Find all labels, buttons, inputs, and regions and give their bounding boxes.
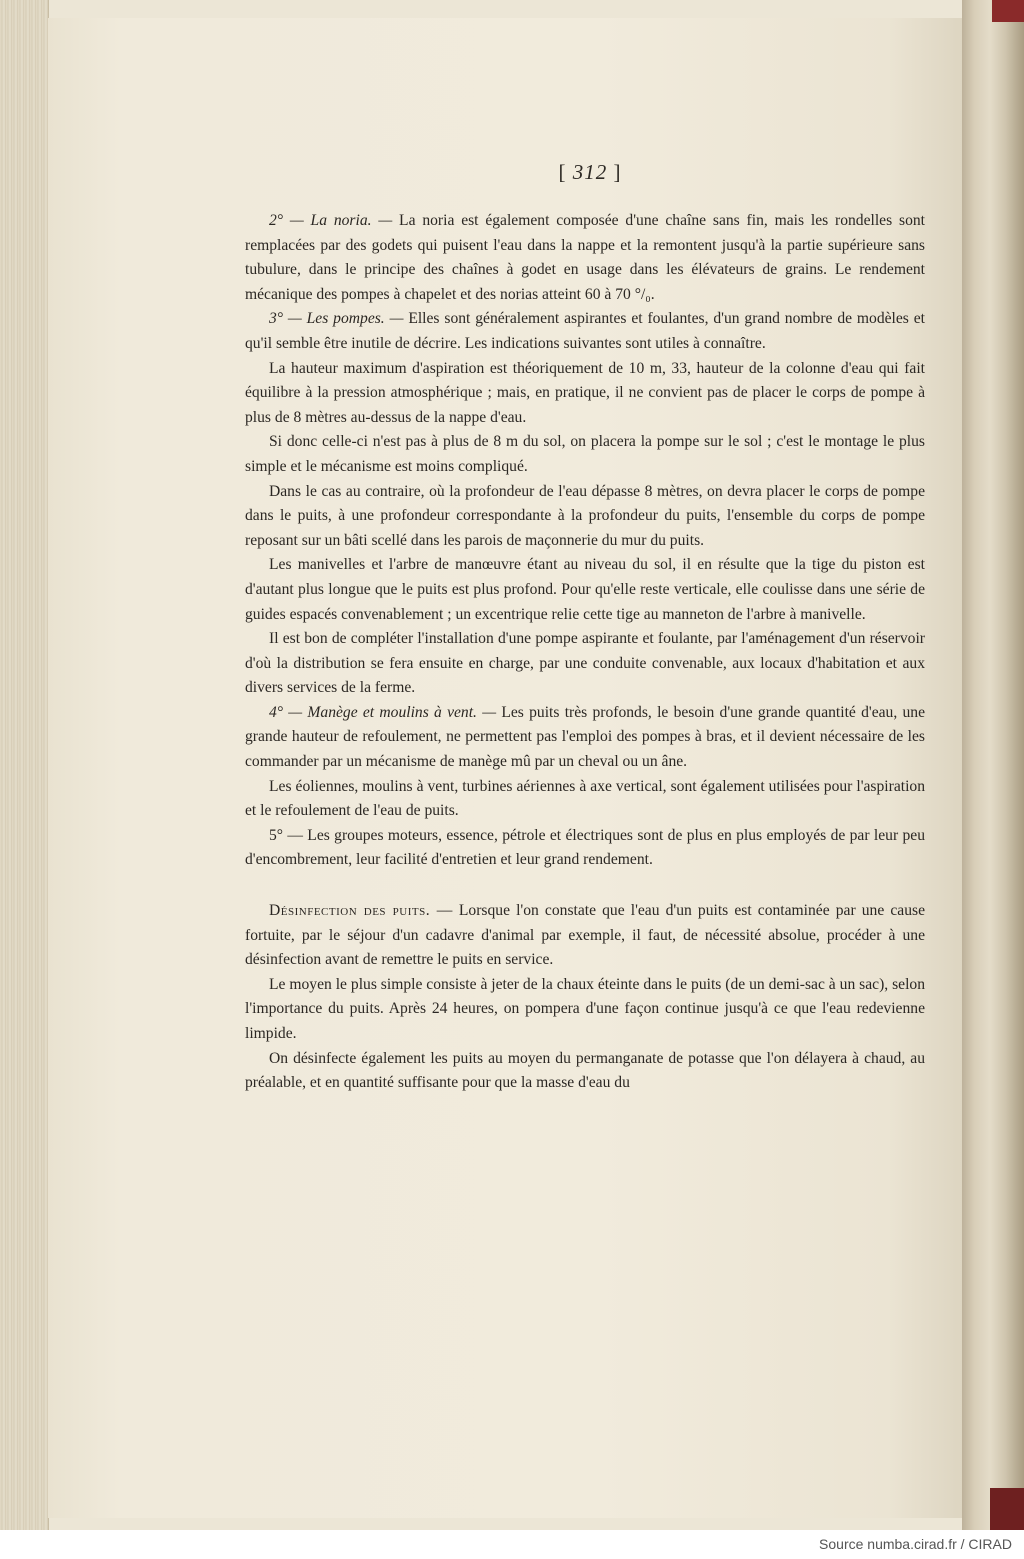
paragraph-text: Lorsque l'on constate que l'eau d'un puits est contaminée par une cause fortuite, par le séjour d'un cadavre d'animal par exemple, il faut, de nécessité absolue, procéder à une désinfection avant de remettre le puits en service. <box>245 902 925 969</box>
paragraph-text: Il est bon de compléter l'installation d'une pompe aspirante et foulante, par l'aménagement d'un réservoir d'où la distribution se fera ensuite en charge, par une conduite convenable, aux locaux d'habitation et aux divers services de la ferme. <box>245 630 925 697</box>
cover-corner-top <box>992 0 1024 22</box>
paragraph-text: Les éoliennes, moulins à vent, turbines aériennes à axe vertical, sont également utilisées pour l'aspiration et le refoulement de l'eau de puits. <box>245 777 925 820</box>
paragraph-chaux <box>245 973 925 1047</box>
paragraph-desinfection <box>245 899 925 973</box>
section-gap <box>245 873 925 899</box>
left-page-edges <box>0 0 49 1530</box>
body-text <box>245 209 925 1096</box>
paragraph-text: On désinfecte également les puits au moyen du permanganate de potasse que l'on délayera à chaud, au préalable, et en quantité suffisante pour que la masse d'eau du <box>245 1049 925 1092</box>
paragraph-hauteur <box>245 357 925 431</box>
page-number <box>0 160 1024 185</box>
paragraph-text: Les puits très profonds, le besoin d'une grande quantité d'eau, une grande hauteur de refoulement, ne permettent pas l'emploi des pompes à bras, et il devient nécessaire de les commander par un mécanisme de manège mû par un cheval ou un âne. <box>245 703 925 771</box>
paragraph-eoliennes <box>245 775 925 824</box>
cover-corner-bottom <box>990 1488 1024 1530</box>
page-number-close-bracket: ] <box>613 160 622 184</box>
section-heading: Désinfection des puits. — <box>269 902 453 920</box>
paragraph-text: Elles sont généralement aspirantes et foulantes, d'un grand nombre de modèles et qu'il semble être inutile de décrire. Les indications suivantes sont utiles à connaître. <box>245 310 925 352</box>
paragraph-pompes <box>245 307 925 356</box>
source-credit: Source numba.cirad.fr / CIRAD <box>819 1536 1012 1552</box>
paragraph-lead: 2° — La noria. — <box>269 212 393 229</box>
paragraph-sol <box>245 430 925 479</box>
book-binding <box>962 0 1024 1530</box>
paragraph-installation <box>245 627 925 701</box>
paragraph-noria <box>245 209 925 307</box>
paragraph-text: La hauteur maximum d'aspiration est théoriquement de 10 m, 33, hauteur de la colonne d'eau qui fait équilibre à la pression atmosphérique ; mais, en pratique, il ne convient pas de placer le corps de pompe à plus de 8 mètres au-dessus de la nappe d'eau. <box>245 359 925 426</box>
paragraph-text: Dans le cas au contraire, où la profondeur de l'eau dépasse 8 mètres, on devra placer le corps de pompe dans le puits, à une profondeur correspondante à la profondeur du puits, l'ensemble du corps de pompe reposant sur un bâti scellé dans les parois de maçonnerie du mur du puits. <box>245 482 925 549</box>
paragraph-text: Les manivelles et l'arbre de manœuvre étant au niveau du sol, il en résulte que la tige du piston est d'autant plus longue que le puits est plus profond. Pour qu'elle reste verticale, elle coulisse dans une série de guides espacés convenablement ; un excentrique relie cette tige au manneton de l'arbre à manivelle. <box>245 556 925 623</box>
paragraph-text: Le moyen le plus simple consiste à jeter de la chaux éteinte dans le puits (de un demi-sac à un sac), selon l'importance du puits. Après 24 heures, on pompera d'une façon continue jusqu'à ce que l'eau redevienne limpide. <box>245 975 925 1042</box>
paragraph-lead: 4° — Manège et moulins à vent. — <box>269 703 497 721</box>
paragraph-text: 5° — Les groupes moteurs, essence, pétrole et électriques sont de plus en plus employés de par leur peu d'encombrement, leur facilité d'entretien et leur grand rendement. <box>245 826 925 869</box>
paragraph-profondeur <box>245 480 925 554</box>
paragraph-text: La noria est également composée d'une chaîne sans fin, mais les rondelles sont remplacées par des godets qui puisent l'eau dans la nappe et la remontent jusqu'à la partie supérieure sans tubulure, dans le principe des chaînes à godet en usage dans les élévateurs de grains. Le rendement mécanique des pompes à chapelet et des norias atteint 60 à 70 °/₀. <box>245 212 925 303</box>
page-number-value: 312 <box>572 160 608 184</box>
paragraph-manege <box>245 701 925 775</box>
paragraph-manivelles <box>245 553 925 627</box>
page-number-open-bracket: [ <box>558 160 567 184</box>
paragraph-text: Si donc celle-ci n'est pas à plus de 8 m du sol, on placera la pompe sur le sol ; c'est le montage le plus simple et le mécanisme est moins compliqué. <box>245 433 925 475</box>
paragraph-permanganate <box>245 1047 925 1096</box>
paragraph-groupes-moteurs <box>245 824 925 873</box>
paragraph-lead: 3° — Les pompes. — <box>269 310 404 328</box>
